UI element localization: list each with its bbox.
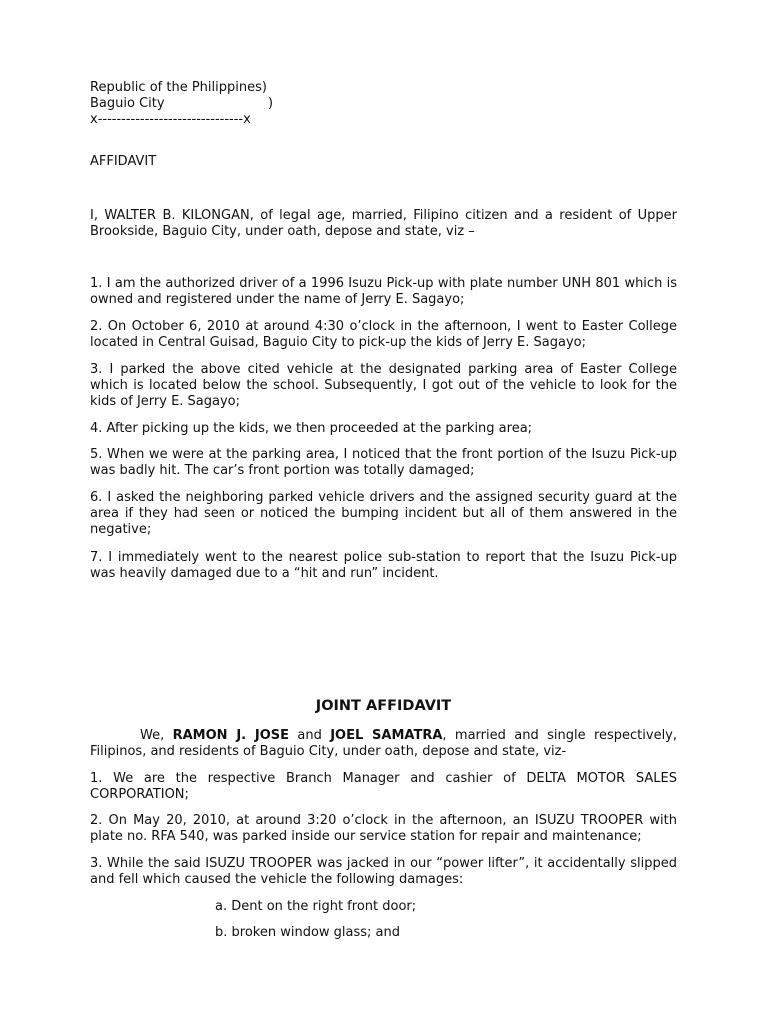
affidavit-item-1: 1. I am the authorized driver of a 1996 Isuzu Pick-up with plate number UNH 801 which is owned and registered under the name of Jerry E. Sagayo; [90,276,677,307]
joint-affidavit-title: JOINT AFFIDAVIT [315,698,452,714]
affidavit-item-5: 5. When we were at the parking area, I noticed that the front portion of the Isuzu Pick-up was badly hit. The car’s front portion was totally damaged; [90,447,677,478]
affidavit-item-2: 2. On October 6, 2010 at around 4:30 o’clock in the afternoon, I went to Easter College located in Central Guisad, Baguio City to pick-up the kids of Jerry E. Sagayo; [90,319,677,350]
joint-item-2: 2. On May 20, 2010, at around 3:20 o’clock in the afternoon, an ISUZU TROOPER with plate no. RFA 540, was parked inside our service station for repair and maintenance; [90,813,677,844]
joint-affidavit-intro [90,728,677,760]
intro-we: We, [140,728,173,743]
venue-city-paren: ) [268,96,274,111]
joint-item-3: 3. While the said ISUZU TROOPER was jacked in our “power lifter”, it accidentally slipped and fell which caused the vehicle the following damages: [90,856,677,887]
intro-rest: , married and single respectively, Filipinos, and residents of Baguio City, under oath, depose and state, viz- [90,728,678,759]
intro-and: and [289,728,331,743]
affidavit-item-6: 6. I asked the neighboring parked vehicle drivers and the assigned security guard at the area if they had seen or noticed the bumping incident but all of them answered in the negative; [90,490,677,537]
affidavit-intro: I, WALTER B. KILONGAN, of legal age, married, Filipino citizen and a resident of Upper Brookside, Baguio City, under oath, depose and state, viz – [90,208,677,239]
affiant-name-2: JOEL SAMATRA [330,728,443,743]
affidavit-item-7: 7. I immediately went to the nearest police sub-station to report that the Isuzu Pick-up was heavily damaged due to a “hit and run” incident. [90,550,677,581]
affidavit-title: AFFIDAVIT [90,154,157,169]
joint-subitem-a: a. Dent on the right front door; [215,899,417,914]
affidavit-item-4: 4. After picking up the kids, we then proceeded at the parking area; [90,421,533,436]
venue-republic: Republic of the Philippines) [90,80,267,95]
venue-separator: x-------------------------------x [90,112,251,127]
joint-subitem-b: b. broken window glass; and [215,925,401,940]
affiant-name-1: RAMON J. JOSE [172,728,289,743]
affidavit-item-3: 3. I parked the above cited vehicle at the designated parking area of Easter College which is located below the school. Subsequently, I got out of the vehicle to look for the kids of Jerry E. Sagayo; [90,362,677,409]
joint-item-1: 1. We are the respective Branch Manager and cashier of DELTA MOTOR SALES CORPORATION; [90,771,677,802]
venue-city: Baguio City [90,96,165,111]
